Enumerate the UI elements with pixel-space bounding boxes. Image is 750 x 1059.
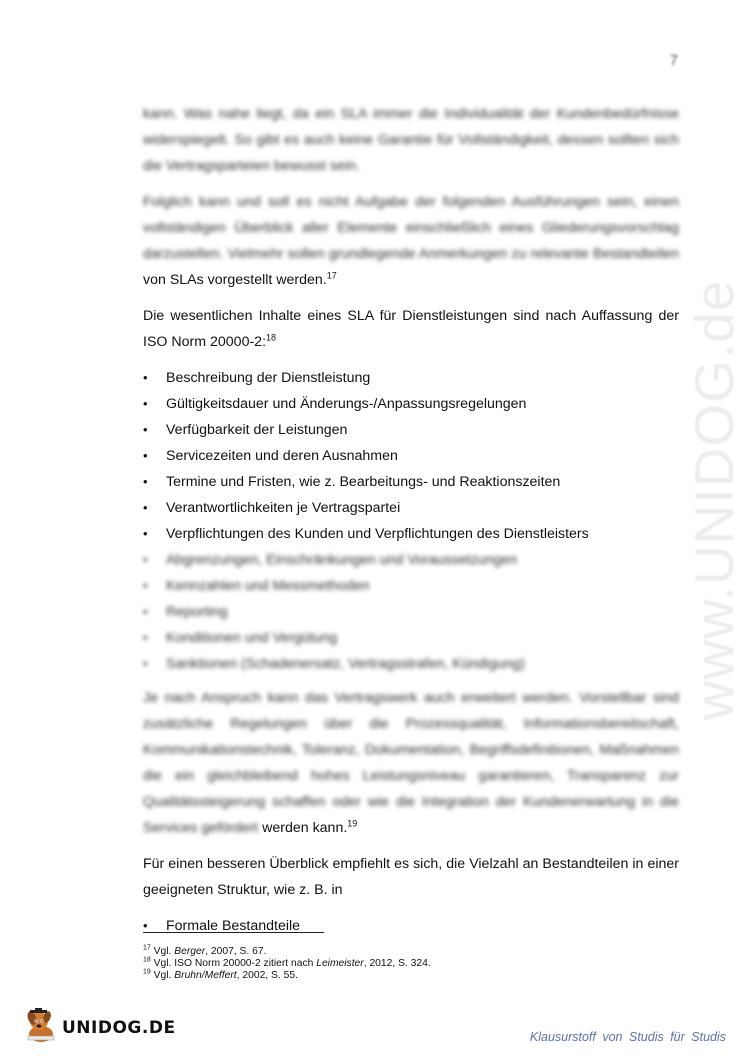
list-item-blurred: • Konditionen und Vergütung bbox=[143, 625, 679, 651]
list-item-blurred: • Reporting bbox=[143, 599, 679, 625]
dog-mascot-icon bbox=[24, 1008, 58, 1049]
footnote-19: $^{19}$ Vgl. Bruhn/Meffert, 2002, S. 55. bbox=[143, 968, 298, 981]
list-item: • Verfügbarkeit der Leistungen bbox=[143, 417, 679, 443]
content-list bbox=[143, 365, 679, 677]
list-item-blurred: • Kennzahlen und Messmethoden bbox=[143, 573, 679, 599]
logo-text: UNIDOG.DE bbox=[62, 1018, 176, 1038]
page-number: 7 bbox=[669, 52, 678, 69]
list-item-blurred: • Sanktionen (Schadenersatz, Vertragsstrafen, Kündigung) bbox=[143, 651, 679, 677]
list-item: • Verpflichtungen des Kunden und Verpflichtungen des Dienstleisters bbox=[143, 521, 679, 547]
footnote-ref-19[interactable]: 19 bbox=[347, 818, 358, 829]
list-item: • Termine und Fristen, wie z. Bearbeitungs- und Reaktionszeiten bbox=[143, 469, 679, 495]
footnote-18: $^{18}$ Vgl. ISO Norm 20000-2 zitiert nach Leimeister, 2012, S. 324. bbox=[143, 956, 431, 969]
paragraph-2 bbox=[143, 189, 679, 293]
footnote-ref-17[interactable]: 17 bbox=[326, 270, 337, 281]
paragraph-4-blurred: Je nach Anspruch kann das Vertragswerk auch erweitert werden. Vorstellbar sind zusätzliche Regelungen über die Prozessqualität, Informationsbereitschaft, Kommunikationstechnik, Toleranz, Dokumentation, Begriffsdefinitionen, Maßnahmen die ein gleichbleibend hohes Leistungsniveau garantieren, Transparenz zur Qualitätssteigerung schaffen oder wie die Integration der Kundenerwartung in die Services gefördert bbox=[143, 690, 679, 836]
list-item: • Formale Bestandteile bbox=[143, 913, 679, 939]
paragraph-3-text: Die wesentlichen Inhalte eines SLA für Dienstleistungen sind nach Auffassung der ISO Norm 20000-2: bbox=[143, 308, 679, 350]
list-item: • Servicezeiten und deren Ausnahmen bbox=[143, 443, 679, 469]
paragraph-3 bbox=[143, 303, 679, 355]
paragraph-4 bbox=[143, 685, 679, 841]
paragraph-5: Für einen besseren Überblick empfiehlt es sich, die Vielzahl an Bestandteilen in einer geeigneten Struktur, wie z. B. in bbox=[143, 856, 679, 898]
footnote-17: $^{17}$ Vgl. Berger, 2007, S. 67. bbox=[143, 944, 267, 957]
watermark-text: www.UNIDOG.de bbox=[683, 279, 745, 721]
list-item-blurred: • Abgrenzungen, Einschränkungen und Voraussetzungen bbox=[143, 547, 679, 573]
footnote-ref-18[interactable]: 18 bbox=[266, 332, 277, 343]
structure-list bbox=[143, 913, 679, 939]
footnote-divider bbox=[143, 932, 324, 933]
footnotes bbox=[143, 946, 431, 982]
paragraph-blurred-1: kann. Was nahe liegt, da ein SLA immer die Individualität der Kundenbedürfnisse widerspiegelt. So gibt es auch keine Garantie für Vollständigkeit, dessen sollten sich die Vertragsparteien bewusst sein. bbox=[143, 106, 679, 174]
paragraph-2-visible: von SLAs vorgestellt werden. bbox=[143, 272, 327, 288]
page-body bbox=[143, 101, 679, 947]
paragraph-4-visible: werden kann. bbox=[262, 820, 348, 836]
unidog-logo[interactable] bbox=[24, 1008, 176, 1048]
paragraph-2-blurred: Folglich kann und soll es nicht Aufgabe der folgenden Ausführungen sein, einen vollständigen Überblick aller Elemente einschließlich eines Gliederungsvorschlag darzustellen. Vielmehr sollen grundlegende Anmerkungen zu relevante Bestandteilen bbox=[143, 194, 679, 262]
list-item: • Beschreibung der Dienstleistung bbox=[143, 365, 679, 391]
tagline: Klausurstoff von Studis für Studis bbox=[529, 1030, 726, 1044]
list-item: • Gültigkeitsdauer und Änderungs-/Anpassungsregelungen bbox=[143, 391, 679, 417]
list-item: • Verantwortlichkeiten je Vertragspartei bbox=[143, 495, 679, 521]
